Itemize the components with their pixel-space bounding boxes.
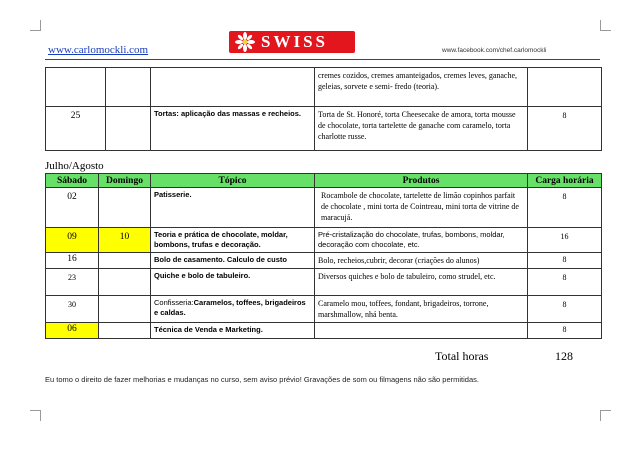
products-cell: Torta de St. Honoré, torta Cheesecake de amora, torta mousse de chocolate, torta tartelette de ganache com caramelo, torta charlotte russe. <box>315 107 528 151</box>
header-sabado: Sábado <box>46 174 99 188</box>
products-cell: Bolo, recheios,cubrir, decorar (criações do alunos) <box>315 253 528 269</box>
domingo-cell: 10 <box>99 228 151 253</box>
table-row <box>46 107 602 151</box>
edelweiss-icon <box>235 32 255 52</box>
header-divider <box>45 59 600 60</box>
date-cell: 16 <box>46 253 99 269</box>
topic-text: Bolo de casamento. Calculo de custo <box>154 255 287 264</box>
table-row <box>46 269 602 296</box>
products-cell: Caramelo mou, toffees, fondant, brigadeiros, torrone, marshmallow, nhá benta. <box>315 296 528 323</box>
table-row <box>46 68 602 107</box>
topic-cell <box>151 296 315 323</box>
hours-cell: 8 <box>528 296 602 323</box>
products-cell: Pré-cristalização do chocolate, trufas, bombons, moldar, decoração com chocolate, etc. <box>315 228 528 253</box>
topic-text: Quiche e bolo de tabuleiro. <box>154 271 251 280</box>
domingo-cell <box>106 68 151 107</box>
crop-mark-top-left <box>30 20 41 31</box>
topic-cell <box>151 253 315 269</box>
topic-text: Patisserie. <box>154 190 192 199</box>
header-domingo: Domingo <box>99 174 151 188</box>
hours-cell <box>528 68 602 107</box>
header-topico: Tópico <box>151 174 315 188</box>
hours-cell: 8 <box>528 269 602 296</box>
crop-mark-bottom-left <box>30 410 41 421</box>
topic-text: Caramelos, toffees, brigadeiros e caldas. <box>154 298 306 317</box>
domingo-cell <box>106 107 151 151</box>
hours-cell: 8 <box>528 188 602 228</box>
products-cell: Rocambole de chocolate, tartelette de limão copinhos parfait de chocolate , mini torta de Cointreau, mini torta de vitrine de maracujá. <box>315 188 528 228</box>
table-row <box>46 253 602 269</box>
domingo-cell <box>99 296 151 323</box>
products-cell: cremes cozidos, cremes amanteigados, cremes leves, ganache, geleias, sorvete e semi- fredo (teoria). <box>315 68 528 107</box>
topic-cell <box>151 228 315 253</box>
table-row <box>46 323 602 339</box>
crop-mark-bottom-right <box>600 410 611 421</box>
table-row <box>46 228 602 253</box>
hours-cell: 8 <box>528 323 602 339</box>
header-carga-horaria: Carga horária <box>528 174 602 188</box>
products-cell: Diversos quiches e bolo de tabuleiro, como strudel, etc. <box>315 269 528 296</box>
total-hours-label: Total horas <box>435 349 489 363</box>
total-hours-value: 128 <box>555 349 573 363</box>
date-cell: 25 <box>46 107 106 151</box>
swiss-logo <box>229 31 355 53</box>
section-title: Julho/Agosto <box>45 160 104 172</box>
topic-cell <box>151 323 315 339</box>
date-cell: 06 <box>46 323 99 339</box>
hours-cell: 16 <box>528 228 602 253</box>
topic-text: Teoria e prática de chocolate, moldar, bombons, trufas e decoração. <box>154 230 288 249</box>
table-row <box>46 188 602 228</box>
domingo-cell <box>99 323 151 339</box>
schedule-table <box>45 173 602 339</box>
table-row <box>46 296 602 323</box>
logo-text: SWISS <box>261 32 328 51</box>
header-produtos: Produtos <box>315 174 528 188</box>
hours-cell: 8 <box>528 107 602 151</box>
topic-cell <box>151 68 315 107</box>
facebook-link[interactable]: www.facebook.com/chef.carlomockli <box>442 47 547 54</box>
topic-cell: Tortas: aplicação das massas e recheios. <box>151 107 315 151</box>
date-cell: 23 <box>46 269 99 296</box>
previous-month-table <box>45 67 602 151</box>
disclaimer-text: Eu tomo o direito de fazer melhorias e mudanças no curso, sem aviso prévio! Gravações de som ou filmagens não são permitidas. <box>45 375 479 384</box>
website-link[interactable]: www.carlomockli.com <box>48 44 149 56</box>
date-cell: 09 <box>46 228 99 253</box>
date-cell[interactable]: 02 <box>46 188 99 228</box>
topic-text: Técnica de Venda e Marketing. <box>154 325 263 334</box>
table-header-row <box>46 174 602 188</box>
hours-cell: 8 <box>528 253 602 269</box>
topic-cell <box>151 269 315 296</box>
domingo-cell <box>99 269 151 296</box>
date-cell <box>46 68 106 107</box>
domingo-cell <box>99 253 151 269</box>
topic-prefix: Confisseria: <box>154 298 194 307</box>
crop-mark-top-right <box>600 20 611 31</box>
domingo-cell <box>99 188 151 228</box>
products-cell <box>315 323 528 339</box>
topic-cell <box>151 188 315 228</box>
date-cell: 30 <box>46 296 99 323</box>
